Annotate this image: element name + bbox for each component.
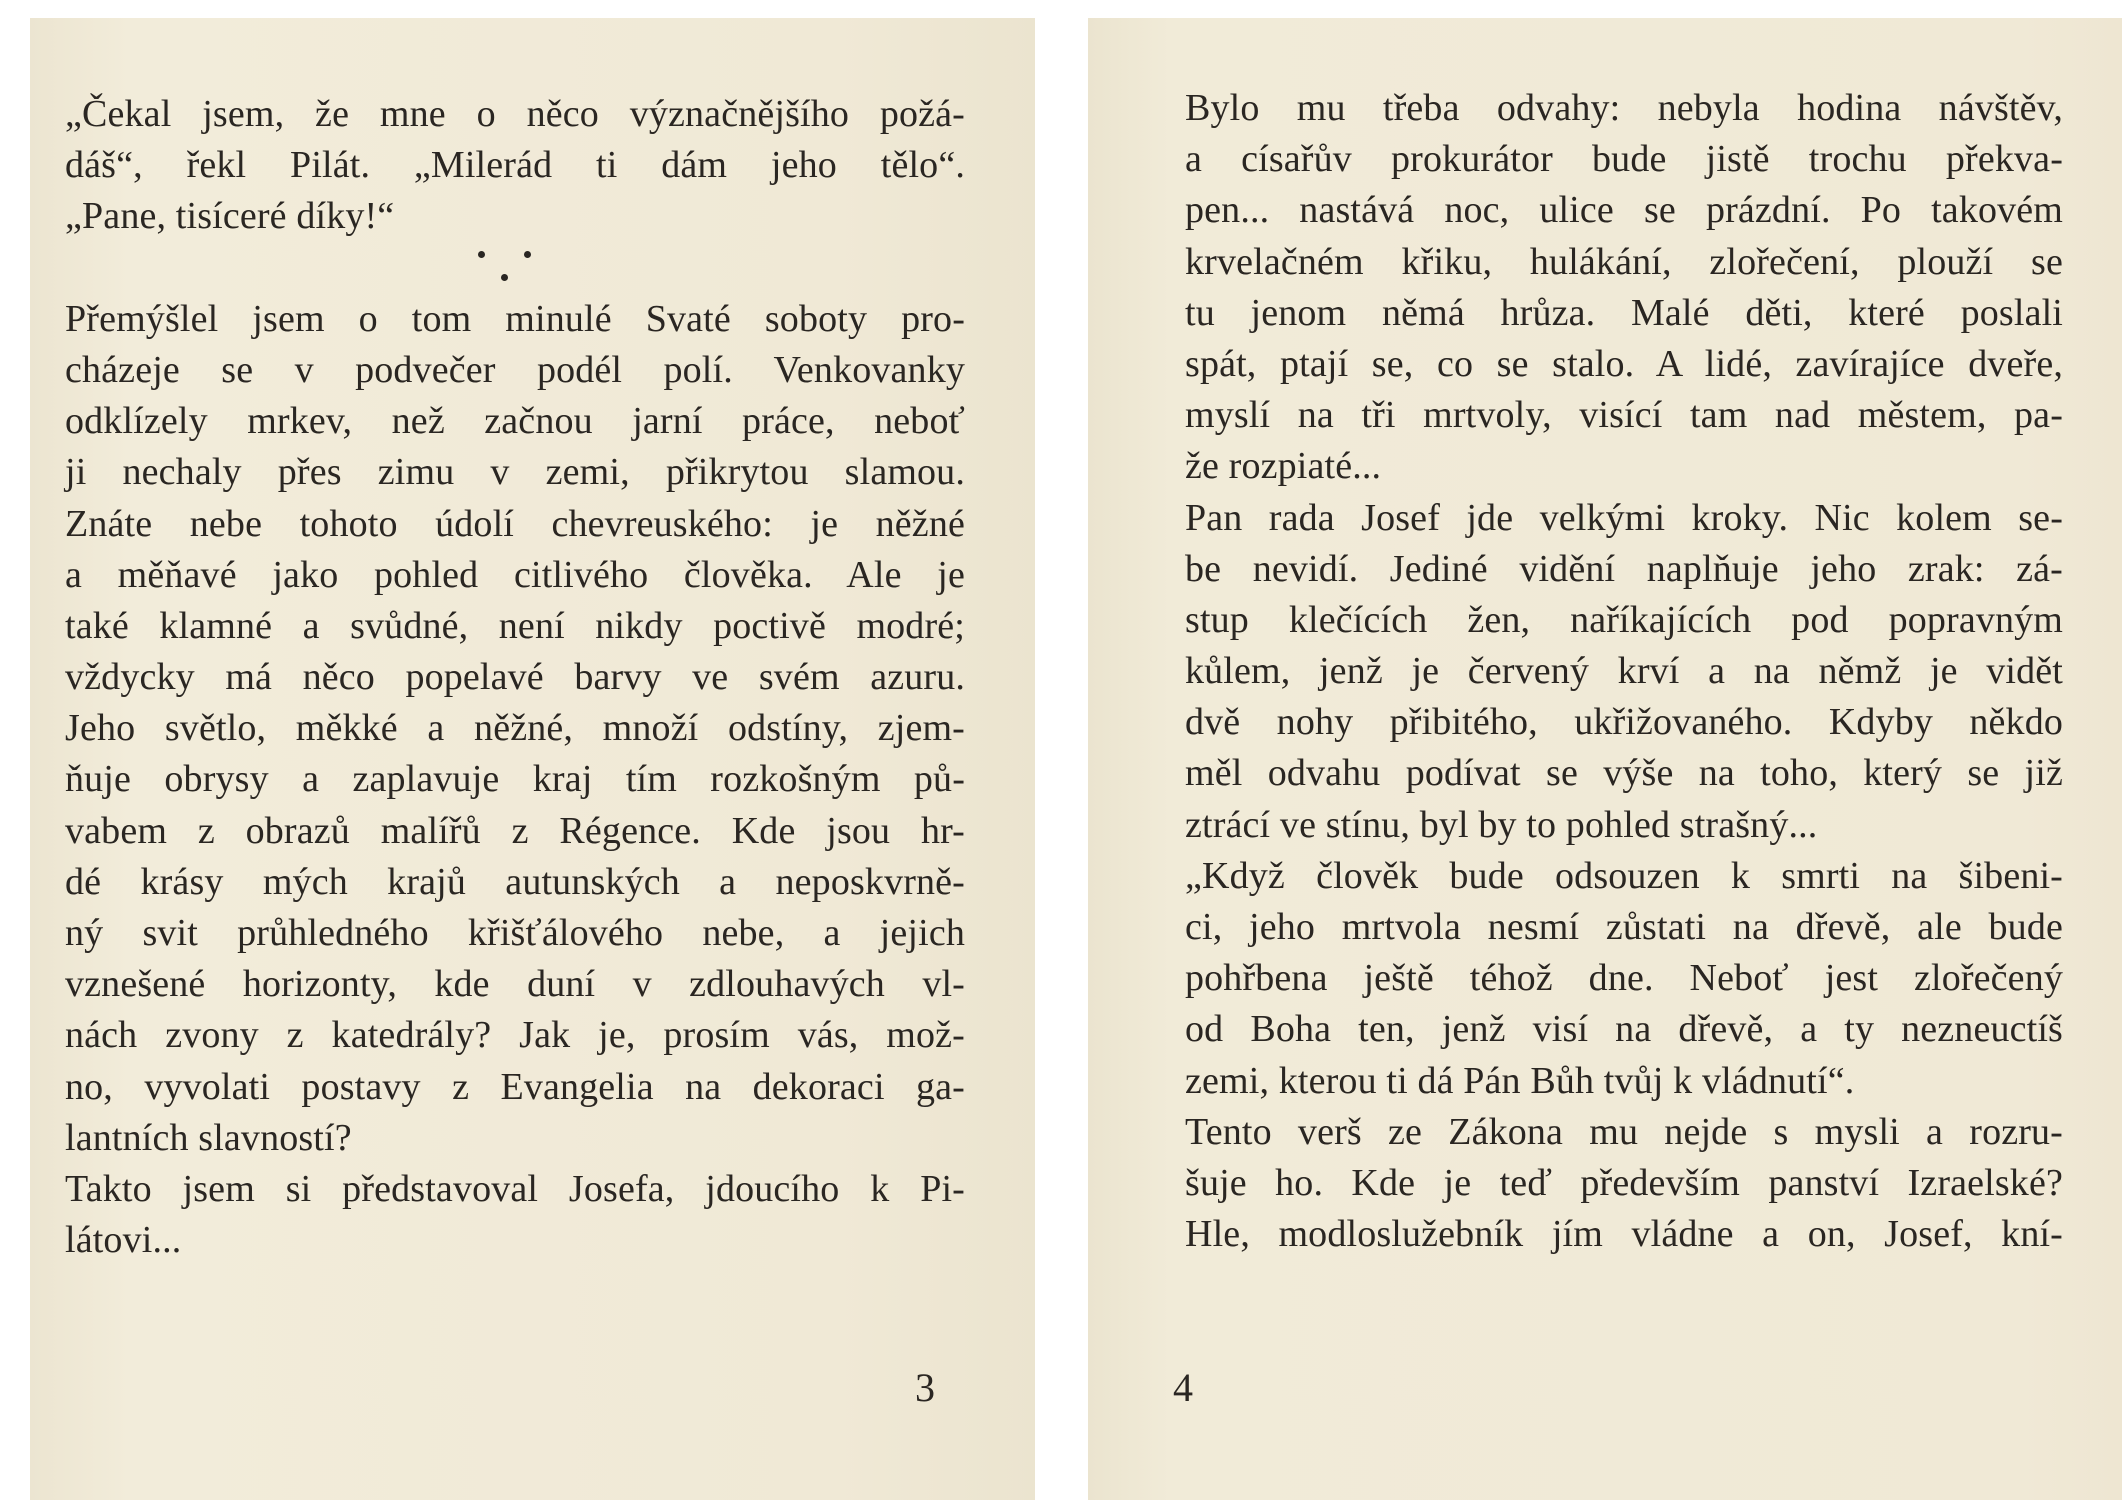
page-number: 4 [1173, 1365, 1194, 1410]
text-line: a měňavé jako pohled citlivého člověka. Ale je [65, 553, 965, 596]
text-line: také klamné a svůdné, není nikdy poctivě modré; [65, 604, 965, 647]
text-line: krvelačném křiku, hulákání, zlořečení, plouží se [1185, 240, 2063, 283]
text-line: nách zvony z katedrály? Jak je, prosím vás, mož- [65, 1014, 965, 1057]
left-page [30, 18, 1035, 1500]
text-line: zemi, kterou ti dá Pán Bůh tvůj k vládnutí“. [1185, 1059, 1855, 1102]
text-line: „Pane, tisíceré díky!“ [65, 195, 395, 238]
text-line: pen... nastává noc, ulice se prázdní. Po takovém [1185, 189, 2063, 232]
text-line: od Boha ten, jenž visí na dřevě, a ty nezneuctíš [1185, 1008, 2063, 1051]
text-line: „Když člověk bude odsouzen k smrti na šibeni- [1185, 854, 2063, 897]
text-line: že rozpiaté... [1185, 445, 1382, 488]
text-line: ci, jeho mrtvola nesmí zůstati na dřevě, ale bude [1185, 906, 2063, 948]
section-separator [65, 243, 965, 294]
left-page-text [65, 89, 965, 1266]
text-line: be nevidí. Jediné vidění naplňuje jeho zrak: zá- [1185, 547, 2063, 590]
text-line: Hle, modloslužebník jím vládne a on, Josef, kní- [1185, 1213, 2063, 1256]
text-line: ztrácí ve stínu, byl by to pohled strašný... [1185, 803, 1818, 846]
text-line: šuje ho. Kde je teď především panství Izraelské? [1185, 1161, 2063, 1204]
text-line: Bylo mu třeba odvahy: nebyla hodina návštěv, [1185, 87, 2063, 129]
text-line: měl odvahu podívat se výše na toho, který se již [1185, 752, 2063, 795]
text-line: no, vyvolati postavy z Evangelia na dekoraci ga- [65, 1065, 965, 1108]
text-line: dé krásy mých krajů autunských a neposkvrně- [65, 860, 965, 903]
text-line: tu jenom němá hrůza. Malé děti, které poslali [1185, 291, 2063, 334]
text-line: Znáte nebe tohoto údolí chevreuského: je něžné [65, 502, 965, 545]
text-line: vabem z obrazů malířů z Régence. Kde jsou hr- [65, 809, 965, 852]
text-line: dáš“, řekl Pilát. „Milerád ti dám jeho tělo“. [65, 144, 965, 187]
right-page-text [1185, 83, 2063, 1260]
text-line: dvě nohy přibitého, ukřižovaného. Kdyby někdo [1185, 701, 2063, 744]
text-line: vznešené horizonty, kde duní v zdlouhavých vl- [65, 963, 965, 1006]
text-line: Jeho světlo, měkké a něžné, množí odstíny, zjem- [65, 707, 965, 750]
text-line: Tento verš ze Zákona mu nejde s mysli a rozru- [1185, 1110, 2063, 1153]
separator-star [501, 274, 508, 281]
asterism-icon [460, 243, 560, 294]
text-line: Pan rada Josef jde velkými kroky. Nic kolem se- [1185, 496, 2063, 539]
text-line: myslí na tři mrtvoly, visící tam nad městem, pa- [1185, 394, 2063, 437]
text-line: spát, ptají se, co se stalo. A lidé, zavírajíce dveře, [1185, 342, 2063, 385]
text-line: vždycky má něco popelavé barvy ve svém azuru. [65, 656, 965, 699]
text-line: pohřbena ještě téhož dne. Neboť jest zlořečený [1185, 957, 2063, 1000]
right-page [1088, 18, 2122, 1500]
text-line: ňuje obrysy a zaplavuje kraj tím rozkošným pů- [65, 758, 965, 801]
separator-star [524, 251, 531, 258]
text-line: odklízely mrkev, než začnou jarní práce, neboť [65, 400, 965, 443]
text-line: Přemýšlel jsem o tom minulé Svaté soboty pro- [65, 297, 965, 340]
text-line: „Čekal jsem, že mne o něco význačnějšího požá- [65, 93, 965, 135]
text-line: látovi... [65, 1219, 182, 1262]
text-line: cházeje se v podvečer podél polí. Venkovanky [65, 348, 965, 391]
text-line: ji nechaly přes zimu v zemi, přikrytou slamou. [65, 451, 965, 494]
text-line: ný svit průhledného křišťálového nebe, a jejich [65, 912, 965, 954]
text-line: lantních slavností? [65, 1116, 352, 1159]
text-line: stup klečících žen, naříkajících pod popravným [1185, 598, 2063, 641]
text-line: kůlem, jenž je červený krví a na němž je vidět [1185, 650, 2063, 693]
separator-star [478, 251, 485, 258]
text-line: a císařův prokurátor bude jistě trochu překva- [1185, 138, 2063, 181]
page-number: 3 [915, 1365, 936, 1410]
text-line: Takto jsem si představoval Josefa, jdoucího k Pi- [65, 1167, 965, 1210]
